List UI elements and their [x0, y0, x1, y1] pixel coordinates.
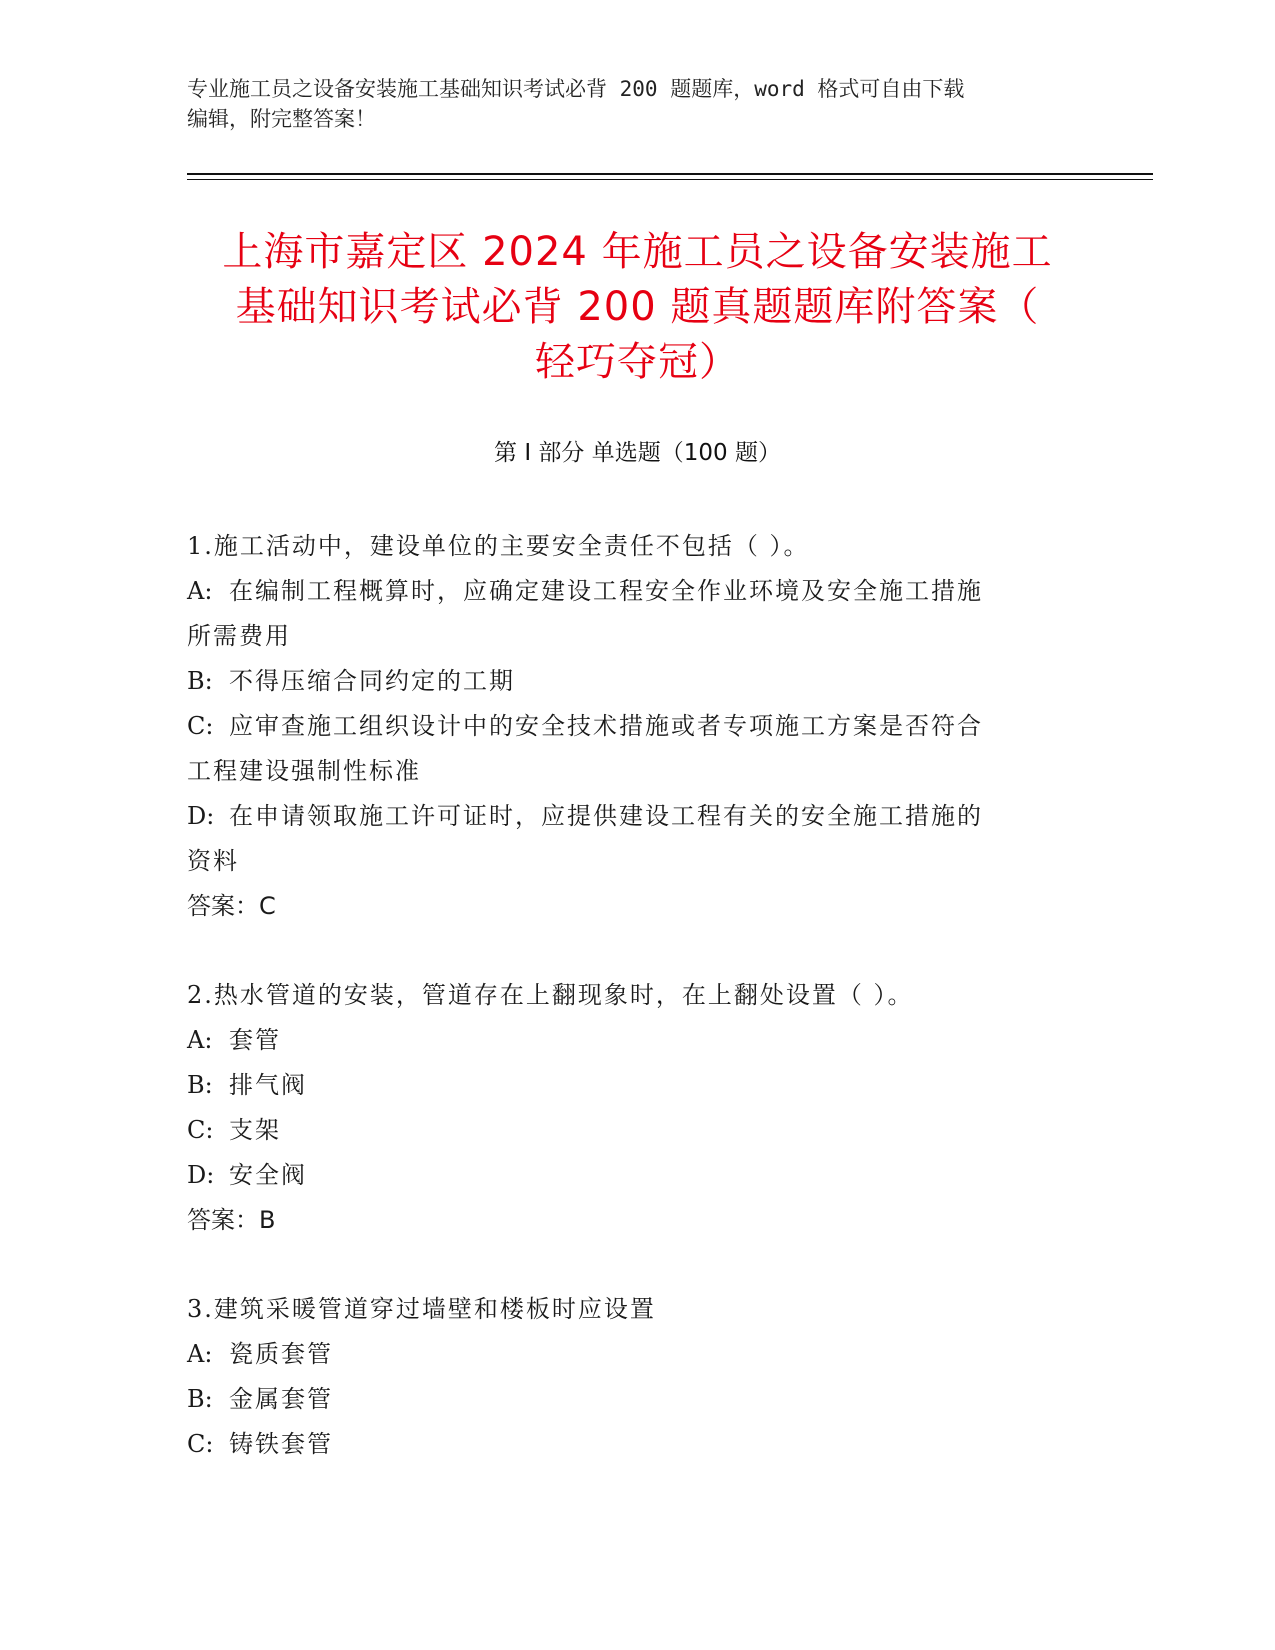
option-letter: A:: [187, 1340, 213, 1368]
option-a-continuation: 所需费用: [187, 622, 291, 650]
question-3: [187, 1287, 1087, 1467]
option-letter: A:: [187, 1026, 213, 1054]
option-b: [187, 1063, 1087, 1108]
option-b: [187, 659, 1087, 704]
document-title-line-3: 轻巧夺冠）: [535, 339, 740, 385]
option-text: 支架: [229, 1116, 281, 1144]
option-text: 不得压缩合同约定的工期: [229, 667, 515, 695]
question-stem: 1.施工活动中，建设单位的主要安全责任不包括（ ）。: [187, 532, 810, 560]
option-letter: B:: [187, 1071, 213, 1099]
question-stem: 3.建筑采暖管道穿过墙壁和楼板时应设置: [187, 1295, 656, 1323]
option-letter: C:: [187, 712, 214, 740]
option-letter: B:: [187, 667, 213, 695]
header-note-line-1: 专业施工员之设备安装施工基础知识考试必背 200 题题库，word 格式可自由下载: [187, 77, 965, 101]
option-text: 应审查施工组织设计中的安全技术措施或者专项施工方案是否符合: [229, 712, 983, 740]
option-c: [187, 1108, 1087, 1153]
option-letter: D:: [187, 802, 215, 830]
option-b: [187, 1377, 1087, 1422]
option-text: 套管: [229, 1026, 281, 1054]
option-letter: C:: [187, 1430, 214, 1458]
question-stem: 2.热水管道的安装，管道存在上翻现象时，在上翻处设置（ ）。: [187, 981, 914, 1009]
header-note-line-2: 编辑，附完整答案！: [187, 107, 376, 131]
option-text: 安全阀: [229, 1161, 307, 1189]
option-d: [187, 794, 1087, 839]
document-title-line-2: 基础知识考试必背 200 题真题题库附答案（: [235, 284, 1040, 330]
question-2: [187, 973, 1087, 1243]
header-rule-thin: [187, 179, 1153, 180]
option-text: 在编制工程概算时，应确定建设工程安全作业环境及安全施工措施: [229, 577, 983, 605]
answer: 答案：C: [187, 892, 276, 920]
option-c: [187, 1422, 1087, 1467]
option-d: [187, 1153, 1087, 1198]
option-text: 排气阀: [229, 1071, 307, 1099]
header-note: [187, 74, 1087, 134]
document-title-line-1: 上海市嘉定区 2024 年施工员之设备安装施工: [222, 229, 1053, 275]
option-letter: B:: [187, 1385, 213, 1413]
header-rule-thick: [187, 173, 1153, 175]
document-title: [150, 225, 1125, 390]
option-text: 金属套管: [229, 1385, 333, 1413]
option-text: 在申请领取施工许可证时，应提供建设工程有关的安全施工措施的: [229, 802, 983, 830]
question-list: [187, 524, 1087, 1511]
option-text: 瓷质套管: [229, 1340, 333, 1368]
option-letter: A:: [187, 577, 213, 605]
option-letter: D:: [187, 1161, 215, 1189]
answer: 答案：B: [187, 1206, 276, 1234]
option-a: [187, 1018, 1087, 1063]
option-c: [187, 704, 1087, 749]
option-a: [187, 569, 1087, 614]
section-title: 第 I 部分 单选题（100 题）: [494, 440, 781, 466]
option-d-continuation: 资料: [187, 847, 239, 875]
option-letter: C:: [187, 1116, 214, 1144]
option-text: 铸铁套管: [229, 1430, 333, 1458]
option-a: [187, 1332, 1087, 1377]
question-1: [187, 524, 1087, 929]
option-c-continuation: 工程建设强制性标准: [187, 757, 421, 785]
